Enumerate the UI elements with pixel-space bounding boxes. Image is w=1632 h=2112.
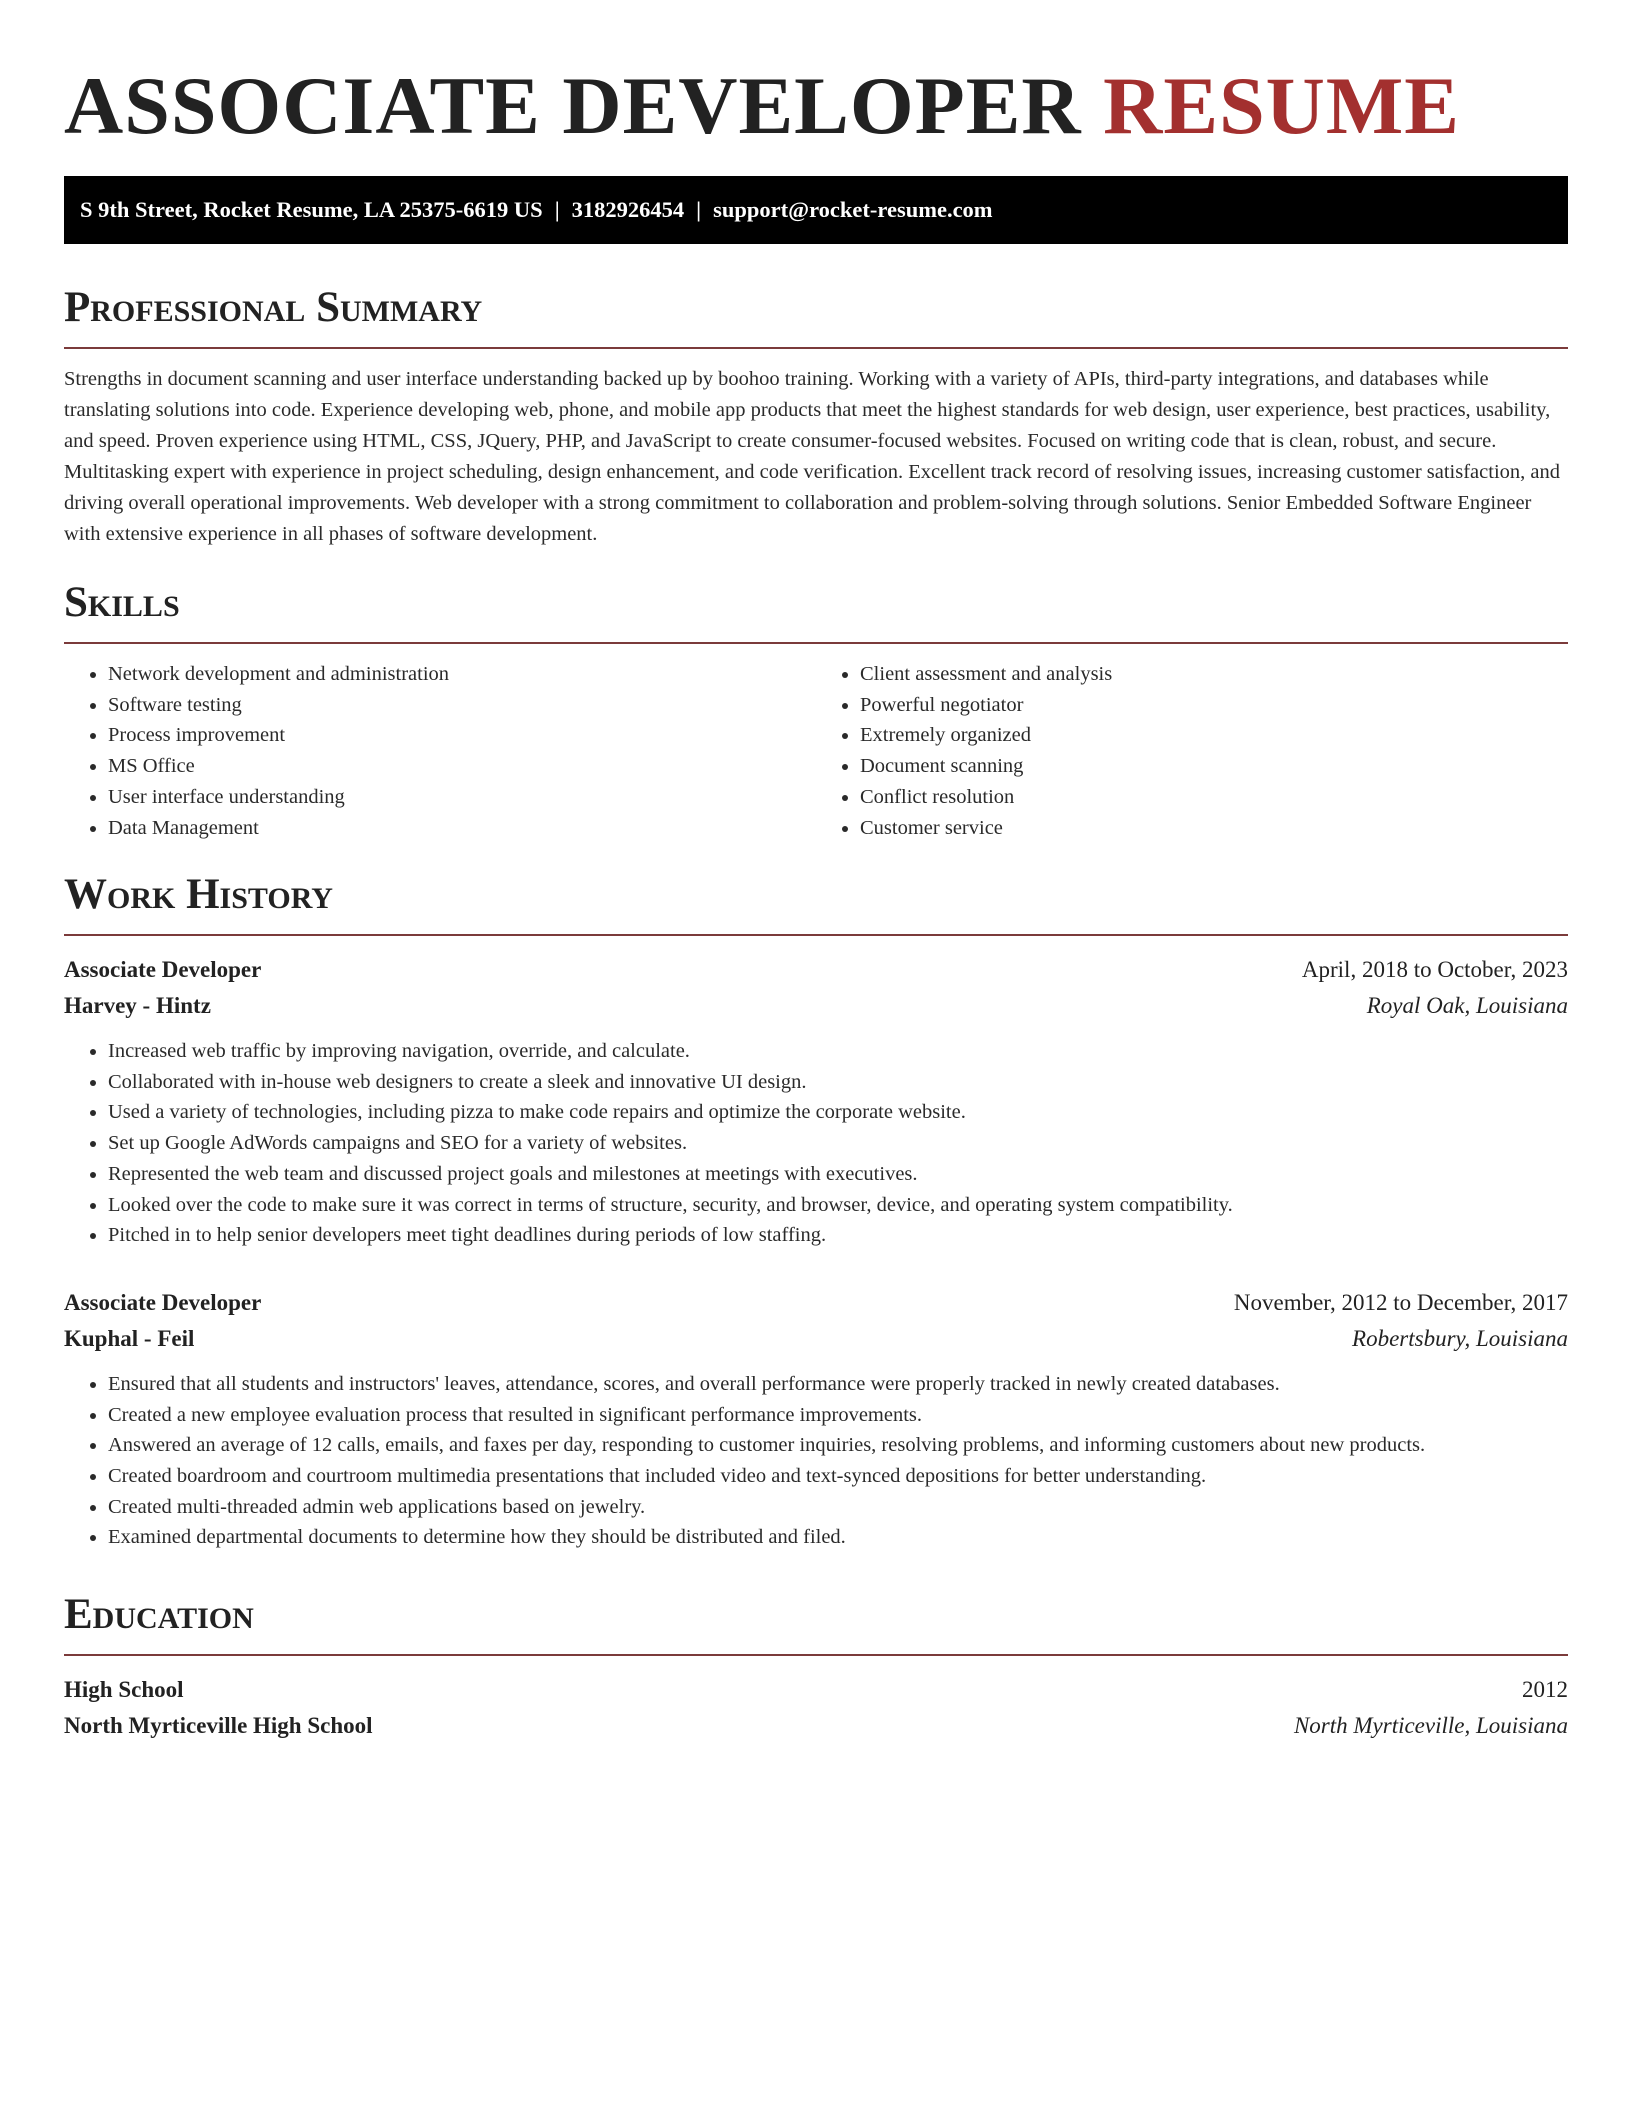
- skills-section: [64, 581, 1568, 843]
- job-bullets: [64, 1036, 1568, 1251]
- job-bullets: [64, 1369, 1568, 1553]
- work-section: [64, 873, 1568, 1553]
- education-entry: [64, 1672, 1568, 1744]
- contact-separator: |: [696, 197, 702, 222]
- job-bullet: • Set up Google AdWords campaigns and SEO for a variety of websites.: [108, 1128, 1568, 1159]
- skill-item: • Customer service: [860, 813, 1568, 844]
- skill-item: • Network development and administration: [108, 659, 816, 690]
- job-dates: April, 2018 to October, 2023: [1301, 957, 1568, 982]
- education-section: [64, 1593, 1568, 1744]
- skills-column-left: [64, 659, 816, 843]
- section-divider: [64, 934, 1568, 936]
- skill-item: • Software testing: [108, 690, 816, 721]
- contact-separator: |: [554, 197, 560, 222]
- education-school: North Myrticeville High School: [64, 1713, 373, 1738]
- education-school-row: [64, 1708, 1568, 1744]
- skill-item: • Conflict resolution: [860, 782, 1568, 813]
- education-location: North Myrticeville, Louisiana: [1293, 1713, 1568, 1738]
- education-degree: High School: [64, 1677, 184, 1702]
- skill-item: • Extremely organized: [860, 720, 1568, 751]
- summary-section: [64, 286, 1568, 550]
- job-bullet: • Ensured that all students and instructors' leaves, attendance, scores, and overall performance were properly tracked in newly created databases.: [108, 1369, 1568, 1400]
- title-accent: RESUME: [1103, 60, 1460, 151]
- skill-item: • Data Management: [108, 813, 816, 844]
- title-main: ASSOCIATE DEVELOPER: [64, 60, 1082, 151]
- skills-column-right: [816, 659, 1568, 843]
- job-entry: [64, 1285, 1568, 1553]
- job-company: Harvey - Hintz: [64, 993, 211, 1018]
- job-bullet: • Looked over the code to make sure it was correct in terms of structure, security, and browser, device, and operating system compatibility.: [108, 1190, 1568, 1221]
- job-header-row: [64, 952, 1568, 988]
- skills-list: [64, 659, 1568, 843]
- contact-address: S 9th Street, Rocket Resume, LA 25375-6619 US: [80, 197, 543, 222]
- job-title: Associate Developer: [64, 957, 262, 982]
- skill-item: • Process improvement: [108, 720, 816, 751]
- job-bullet: • Pitched in to help senior developers meet tight deadlines during periods of low staffing.: [108, 1220, 1568, 1251]
- skill-item: • User interface understanding: [108, 782, 816, 813]
- job-bullet: • Created multi-threaded admin web applications based on jewelry.: [108, 1492, 1568, 1523]
- job-bullet: • Created a new employee evaluation process that resulted in significant performance improvements.: [108, 1400, 1568, 1431]
- skills-heading: Skills: [64, 579, 180, 626]
- contact-bar: [64, 176, 1568, 244]
- job-bullet: • Represented the web team and discussed project goals and milestones at meetings with executives.: [108, 1159, 1568, 1190]
- job-dates: November, 2012 to December, 2017: [1233, 1289, 1568, 1315]
- contact-phone: 3182926454: [571, 197, 685, 222]
- skill-item: • MS Office: [108, 751, 816, 782]
- job-location: Royal Oak, Louisiana: [1366, 993, 1568, 1018]
- job-title: Associate Developer: [64, 1289, 262, 1315]
- skill-item: • Client assessment and analysis: [860, 659, 1568, 690]
- skill-item: • Document scanning: [860, 751, 1568, 782]
- job-bullet: • Increased web traffic by improving navigation, override, and calculate.: [108, 1036, 1568, 1067]
- job-bullet: • Created boardroom and courtroom multimedia presentations that included video and text-synced depositions for better understanding.: [108, 1461, 1568, 1492]
- section-divider: [64, 347, 1568, 349]
- job-bullet: • Examined departmental documents to determine how they should be distributed and filed.: [108, 1522, 1568, 1553]
- job-bullet: • Collaborated with in-house web designers to create a sleek and innovative UI design.: [108, 1067, 1568, 1098]
- section-divider: [64, 642, 1568, 644]
- contact-email: support@rocket-resume.com: [713, 197, 993, 222]
- skill-item: • Powerful negotiator: [860, 690, 1568, 721]
- summary-text: Strengths in document scanning and user interface understanding backed up by boohoo training. Working with a variety of APIs, third-party integrations, and databases while translating solutions into code. Experience developing web, phone, and mobile app products that meet the highest standards for web design, user experience, best practices, usability, and speed. Proven experience using HTML, CSS, JQuery, PHP, and JavaScript to create consumer-focused websites. Focused on writing code that is clean, robust, and secure. Multitasking expert with experience in project scheduling, design enhancement, and code verification. Excellent track record of resolving issues, increasing customer satisfaction, and driving overall operational improvements. Web developer with a strong commitment to collaboration and problem-solving through solutions. Senior Embedded Software Engineer with extensive experience in all phases of software development.: [64, 368, 1560, 545]
- education-header-row: [64, 1672, 1568, 1708]
- education-year: 2012: [1522, 1677, 1568, 1702]
- job-header-row: [64, 1285, 1568, 1321]
- job-company-row: [64, 1321, 1568, 1357]
- job-company: Kuphal - Feil: [64, 1325, 195, 1351]
- resume-title: [64, 0, 1568, 176]
- job-bullet: • Answered an average of 12 calls, emails, and faxes per day, responding to customer inquiries, resolving problems, and informing customers about new products.: [108, 1430, 1568, 1461]
- work-heading: Work History: [64, 871, 333, 918]
- section-divider: [64, 1654, 1568, 1656]
- summary-heading: Professional Summary: [64, 284, 483, 331]
- job-entry: [64, 952, 1568, 1251]
- job-location: Robertsbury, Louisiana: [1352, 1325, 1568, 1351]
- education-heading: Education: [64, 1591, 254, 1638]
- job-company-row: [64, 988, 1568, 1024]
- job-bullet: • Used a variety of technologies, including pizza to make code repairs and optimize the corporate website.: [108, 1097, 1568, 1128]
